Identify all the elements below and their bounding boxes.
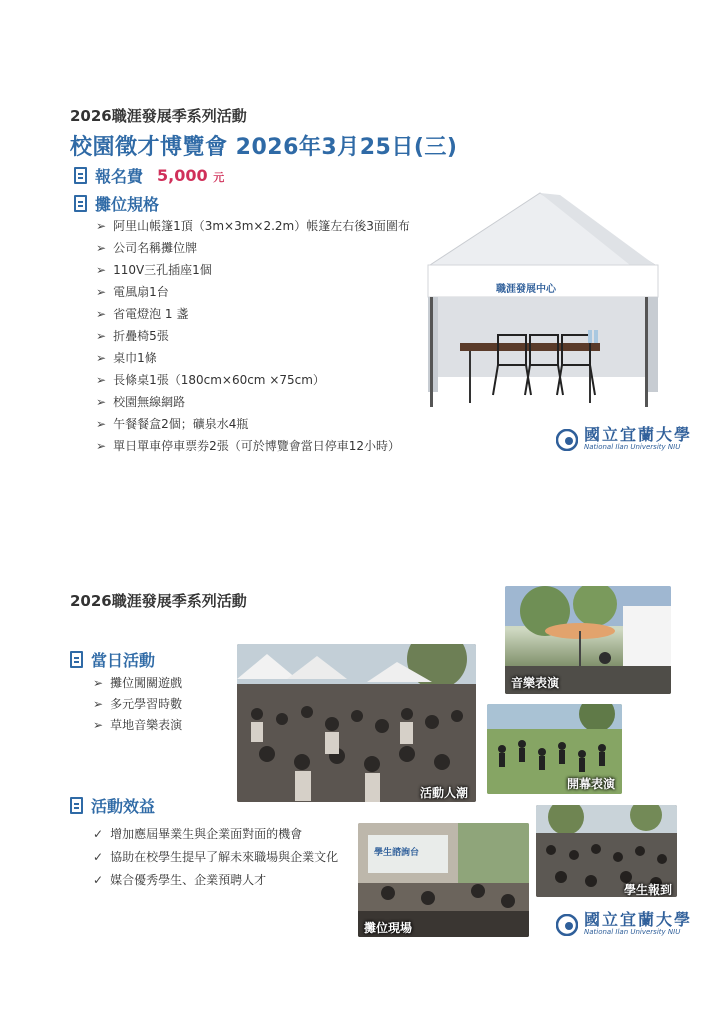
list-item: ➢ 桌巾1條 xyxy=(96,347,410,369)
photo-booth-scene xyxy=(358,823,529,937)
arrow-icon: ➢ xyxy=(96,285,107,299)
caption-booth: 攤位現場 xyxy=(364,921,413,935)
list-item: ➢ 公司名稱攤位牌 xyxy=(96,237,410,259)
list-item: ➢ 省電燈泡 1 盞 xyxy=(96,303,410,325)
fee-label: 報名費 xyxy=(95,167,144,186)
benefit-heading xyxy=(70,794,155,817)
list-item: ➢ 110V三孔插座1個 xyxy=(96,259,410,281)
bottom-subtitle: 2026職涯發展季系列活動 xyxy=(70,592,247,610)
list-item: ➢ 午餐餐盒2個；礦泉水4瓶 xyxy=(96,413,410,435)
benefit-list xyxy=(93,823,338,892)
document-icon xyxy=(70,651,83,668)
day-label: 當日活動 xyxy=(91,651,156,670)
arrow-icon: ➢ xyxy=(96,241,107,255)
arrow-icon: ➢ xyxy=(96,373,107,387)
fee-value: 5,000 xyxy=(157,166,208,185)
document-icon xyxy=(74,167,87,184)
arrow-icon: ➢ xyxy=(96,395,107,409)
fee-unit: 元 xyxy=(213,171,225,184)
spec-list xyxy=(96,215,410,457)
university-english-name: National Ilan University NIU xyxy=(584,443,681,451)
caption-music: 音樂表演 xyxy=(511,676,560,690)
arrow-icon: ➢ xyxy=(96,417,107,431)
page-title: 校園徵才博覽會 2026年3月25日(三) xyxy=(70,135,458,160)
arrow-icon: ➢ xyxy=(93,697,104,711)
fee-heading xyxy=(74,164,224,187)
day-list xyxy=(93,673,182,736)
list-item: ✓ 增加應屆畢業生與企業面對面的機會 xyxy=(93,823,338,846)
university-name: 國立宜蘭大學 xyxy=(584,910,693,929)
arrow-icon: ➢ xyxy=(93,718,104,732)
tent-illustration xyxy=(420,185,665,410)
caption-checkin: 學生報到 xyxy=(624,883,673,897)
day-heading xyxy=(70,648,155,671)
document-icon xyxy=(70,797,83,814)
university-logo-bottom xyxy=(556,912,692,937)
list-item: ➢ 折疊椅5張 xyxy=(96,325,410,347)
booth-sign: 學生諮詢台 xyxy=(374,848,420,858)
university-name: 國立宜蘭大學 xyxy=(584,425,693,444)
caption-opening: 開幕表演 xyxy=(567,777,616,791)
arrow-icon: ➢ xyxy=(93,676,104,690)
document-icon xyxy=(74,195,87,212)
check-icon: ✓ xyxy=(93,850,104,864)
fee-amount xyxy=(157,166,224,185)
photo-opening-performance xyxy=(487,704,622,794)
list-item: ➢ 電風扇1台 xyxy=(96,281,410,303)
photo-music-performance xyxy=(505,586,671,694)
arrow-icon: ➢ xyxy=(96,219,107,233)
list-item: ➢ 攤位闖關遊戲 xyxy=(93,673,182,694)
university-emblem-icon xyxy=(556,429,578,451)
list-item: ➢ 單日單車停車票券2張（可於博覽會當日停車12小時） xyxy=(96,435,410,457)
arrow-icon: ➢ xyxy=(96,439,107,453)
list-item: ✓ 媒合優秀學生、企業預聘人才 xyxy=(93,869,338,892)
check-icon: ✓ xyxy=(93,827,104,841)
university-english-name: National Ilan University NIU xyxy=(584,928,681,936)
check-icon: ✓ xyxy=(93,873,104,887)
tent-banner: 職涯發展中心 xyxy=(496,284,556,295)
list-item: ➢ 阿里山帳篷1頂（3m×3m×2.2m）帳篷左右後3面圍布 xyxy=(96,215,410,237)
caption-crowd: 活動人潮 xyxy=(420,786,469,800)
university-emblem-icon xyxy=(556,914,578,936)
photo-event-crowd xyxy=(237,644,476,802)
list-item: ➢ 校園無線網路 xyxy=(96,391,410,413)
spec-heading xyxy=(74,192,159,215)
arrow-icon: ➢ xyxy=(96,307,107,321)
university-logo xyxy=(556,427,692,452)
benefit-label: 活動效益 xyxy=(91,797,156,816)
list-item: ✓ 協助在校學生提早了解未來職場與企業文化 xyxy=(93,846,338,869)
arrow-icon: ➢ xyxy=(96,329,107,343)
list-item: ➢ 草地音樂表演 xyxy=(93,715,182,736)
arrow-icon: ➢ xyxy=(96,351,107,365)
photo-crowd-scene xyxy=(237,644,476,802)
list-item: ➢ 長條桌1張（180cm×60cm ×75cm） xyxy=(96,369,410,391)
spec-label: 攤位規格 xyxy=(95,195,160,214)
arrow-icon: ➢ xyxy=(96,263,107,277)
photo-student-checkin xyxy=(536,805,677,897)
top-subtitle: 2026職涯發展季系列活動 xyxy=(70,107,247,125)
list-item: ➢ 多元學習時數 xyxy=(93,694,182,715)
